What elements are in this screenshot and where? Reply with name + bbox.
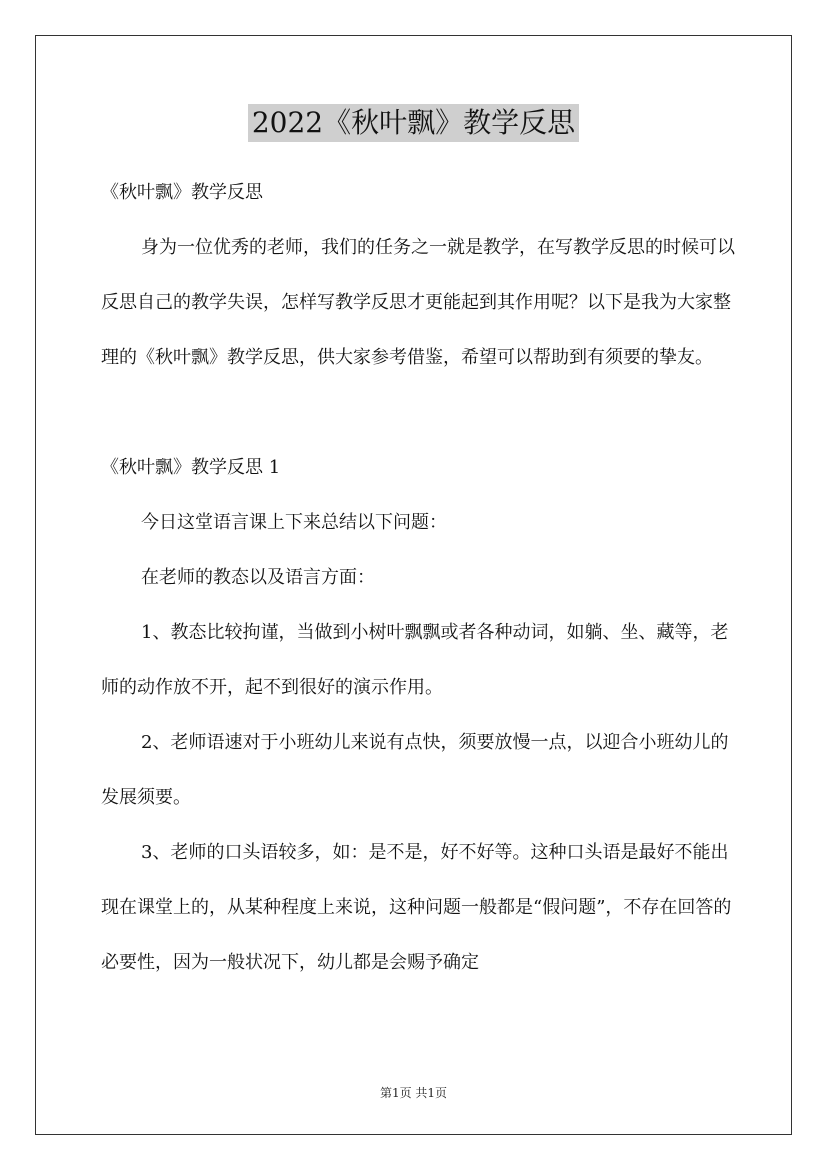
- section-spacer: [101, 385, 741, 440]
- page-number: 第1页 共1页: [379, 1086, 448, 1100]
- section-heading: 《秋叶飘》教学反思 1: [101, 457, 281, 478]
- body-paragraph: 2、老师语速对于小班幼儿来说有点快，须要放慢一点，以迎合小班幼儿的发展须要。: [101, 732, 729, 808]
- body-paragraph: 1、教态比较拘谨，当做到小树叶飘飘或者各种动词，如躺、坐、藏等，老师的动作放不开，起不到很好的演示作用。: [101, 622, 729, 698]
- body-paragraph: 在老师的教态以及语言方面：: [141, 567, 375, 588]
- body-paragraph: 3、老师的口头语较多，如：是不是，好不好等。这种口头语是最好不能出现在课堂上的，从某种程度上来说，这种问题一般都是“假问题”，不存在回答的必要性，因为一般状况下，幼儿都是会赐予确定: [101, 842, 732, 973]
- document-title: 2022《秋叶飘》教学反思: [248, 104, 579, 142]
- document-body: [101, 165, 741, 990]
- page-footer: [0, 1084, 827, 1102]
- title-container: [0, 104, 827, 142]
- intro-heading: 《秋叶飘》教学反思: [101, 182, 263, 203]
- intro-paragraph: 身为一位优秀的老师，我们的任务之一就是教学，在写教学反思的时候可以反思自己的教学失误，怎样写教学反思才更能起到其作用呢？以下是我为大家整理的《秋叶飘》教学反思，供大家参考借鉴，希望可以帮助到有须要的挚友。: [101, 237, 735, 368]
- body-paragraph: 今日这堂语言课上下来总结以下问题：: [141, 512, 447, 533]
